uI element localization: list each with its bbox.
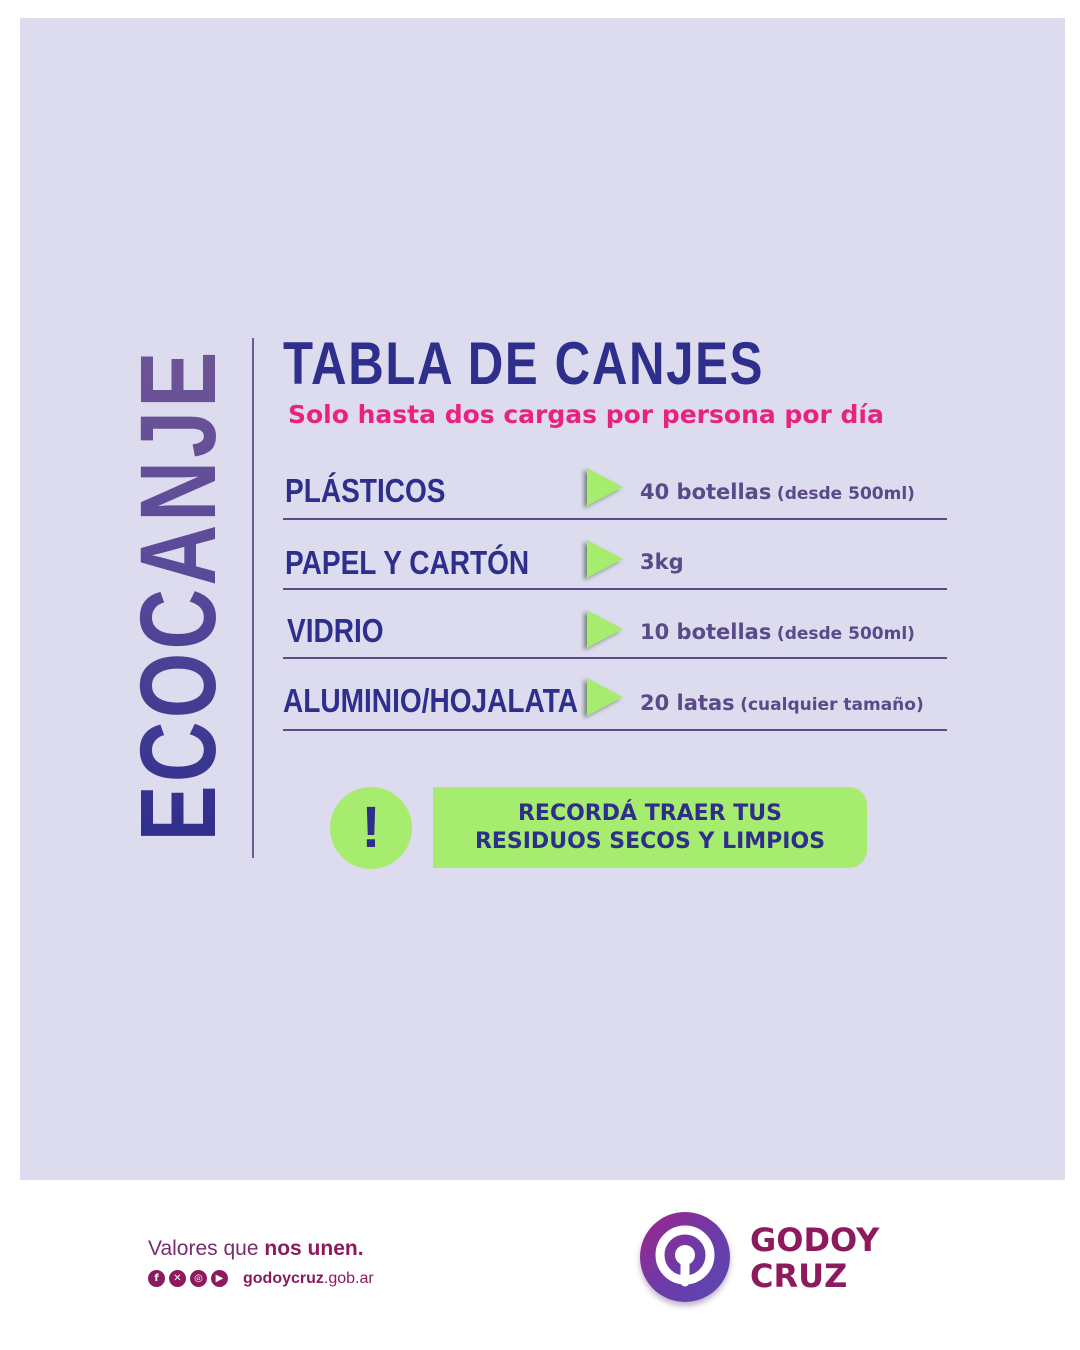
table-row-papel [283, 530, 947, 590]
alert-icon: ! [330, 787, 412, 869]
table-row-aluminio [283, 668, 947, 731]
x-icon[interactable]: ✕ [169, 1270, 186, 1287]
row-value: 3kg [640, 550, 684, 574]
play-arrow-icon [587, 468, 623, 506]
reminder-line-2: RESIDUOS SECOS Y LIMPIOS [474, 828, 826, 854]
footer-slogan: Valores que nos unen. [148, 1237, 364, 1260]
row-value: 20 latas (cualquier tamaño) [640, 691, 924, 715]
ecocanje-vertical-title: ECOCANJE [117, 348, 238, 842]
table-row-vidrio [283, 600, 947, 659]
reminder-banner [433, 787, 867, 868]
play-arrow-icon [587, 610, 623, 648]
subtitle: Solo hasta dos cargas por persona por día [288, 400, 884, 429]
play-arrow-icon [587, 678, 623, 716]
row-category: PLÁSTICOS [285, 472, 446, 509]
website-link[interactable]: godoycruz.gob.ar [243, 1270, 374, 1287]
instagram-icon[interactable]: ◎ [190, 1270, 207, 1287]
brand-name: GODOY CRUZ [750, 1221, 880, 1295]
row-value: 10 botellas (desde 500ml) [640, 620, 915, 644]
row-category: VIDRIO [287, 612, 384, 649]
youtube-icon[interactable]: ▶ [211, 1270, 228, 1287]
row-category: ALUMINIO/HOJALATA [283, 682, 579, 719]
table-title: TABLA DE CANJES [283, 330, 765, 397]
reminder-line-1: RECORDÁ TRAER TUS [517, 800, 783, 826]
play-arrow-icon [587, 540, 623, 578]
table-row-plasticos [283, 460, 947, 520]
vertical-divider [252, 338, 254, 858]
row-category: PAPEL Y CARTÓN [285, 544, 530, 581]
social-icons [148, 1270, 228, 1287]
facebook-icon[interactable]: f [148, 1270, 165, 1287]
row-value: 40 botellas (desde 500ml) [640, 480, 915, 504]
godoy-cruz-logo-icon [640, 1212, 730, 1302]
